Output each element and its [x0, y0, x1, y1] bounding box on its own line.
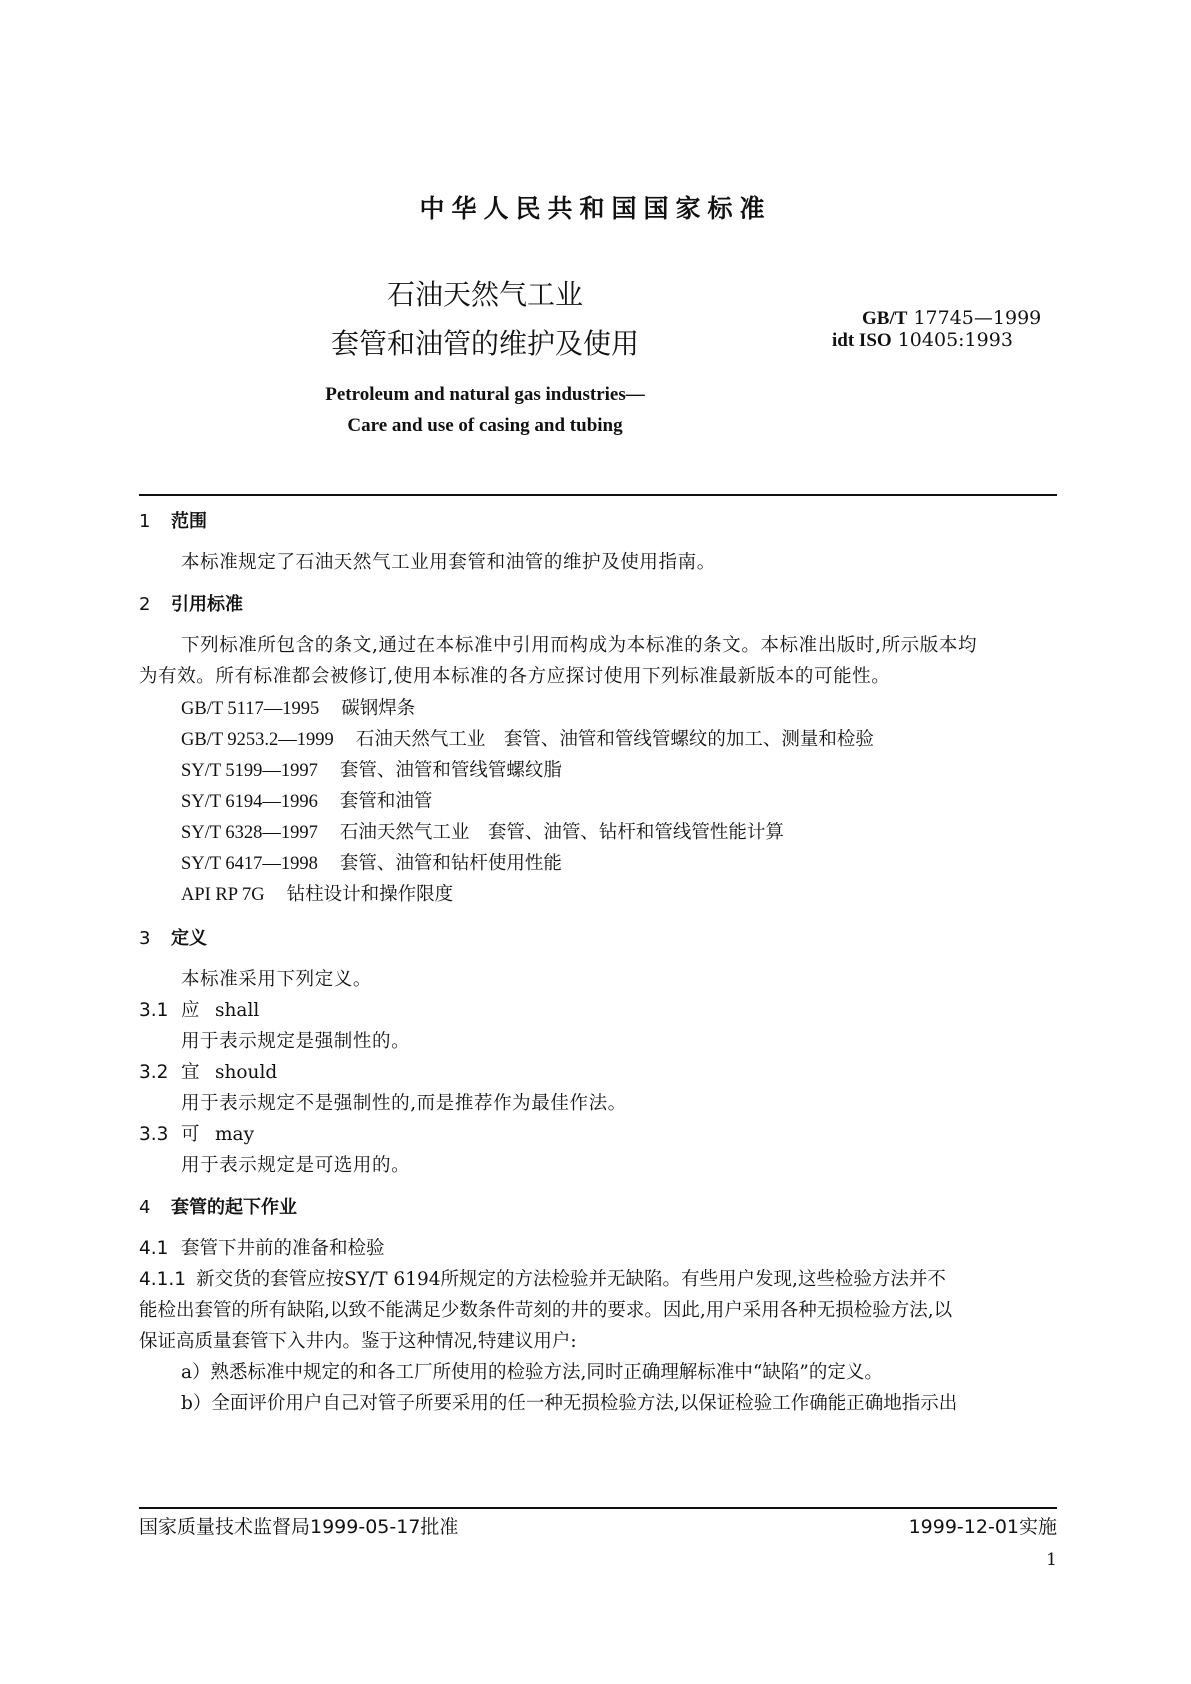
section-2-para-line1: 下列标准所包含的条文,通过在本标准中引用而构成为本标准的条文。本标准出版时,所示版本均 [181, 635, 978, 656]
definition-3-3-desc: 用于表示规定是可选用的。 [181, 1155, 411, 1176]
reference-title: 套管和油管 [339, 791, 433, 812]
idt-code-prefix: idt ISO [832, 330, 892, 351]
definition-number: 3.3 [139, 1124, 169, 1145]
subsection-number: 4.1.1 [139, 1269, 187, 1290]
list-item-a: a）熟悉标准中规定的和各工厂所使用的检验方法,同时正确理解标准中“缺陷”的定义。 [181, 1362, 883, 1383]
section-1-text: 本标准规定了石油天然气工业用套管和油管的维护及使用指南。 [181, 552, 716, 573]
section-number: 4 [139, 1197, 151, 1218]
reference-title: 石油天然气工业 套管、油管、钻杆和管线管性能计算 [339, 822, 784, 843]
reference-item [181, 725, 874, 751]
title-en-line1: Petroleum and natural gas industries— [325, 384, 645, 405]
reference-item [181, 756, 562, 782]
definition-number: 3.1 [139, 1000, 169, 1021]
page-number: 1 [1046, 1550, 1057, 1570]
header-divider [139, 494, 1057, 496]
subsection-4-1-1-line1 [139, 1265, 946, 1291]
section-title: 套管的起下作业 [171, 1197, 297, 1218]
definition-term: 应 [181, 1000, 200, 1021]
section-number: 2 [139, 594, 151, 615]
standard-code-number: 17745—1999 [913, 307, 1042, 329]
section-title: 定义 [171, 928, 207, 949]
reference-code: SY/T 5199—1997 [181, 761, 318, 781]
idt-code-number: 10405:1993 [897, 329, 1013, 351]
reference-title: 钻柱设计和操作限度 [286, 884, 454, 905]
definition-3-2-desc: 用于表示规定不是强制性的,而是推荐作为最佳作法。 [181, 1093, 627, 1114]
reference-item [181, 849, 562, 875]
title-en-line2: Care and use of casing and tubing [347, 415, 623, 436]
definition-en: should [215, 1062, 278, 1083]
reference-code: GB/T 5117—1995 [181, 699, 320, 719]
definition-term: 可 [181, 1124, 200, 1145]
reference-code: API RP 7G [181, 885, 265, 905]
reference-title: 套管、油管和管线管螺纹脂 [339, 760, 562, 781]
section-2-para-line2: 为有效。所有标准都会被修订,使用本标准的各方应探讨使用下列标准最新版本的可能性。 [139, 666, 891, 687]
reference-title: 套管、油管和钻杆使用性能 [339, 853, 562, 874]
standard-code-prefix: GB/T [862, 308, 908, 329]
subsection-title: 套管下井前的准备和检验 [181, 1238, 385, 1259]
national-standard-heading: 中华人民共和国国家标准 [419, 194, 772, 223]
reference-code: SY/T 6417—1998 [181, 854, 318, 874]
reference-item [181, 880, 453, 906]
section-1-heading [139, 507, 207, 533]
section-3-heading [139, 924, 207, 950]
reference-item [181, 694, 415, 720]
definition-en: shall [215, 1000, 260, 1021]
reference-code: SY/T 6328—1997 [181, 823, 318, 843]
section-4-heading [139, 1193, 297, 1219]
title-cn-line1: 石油天然气工业 [386, 278, 583, 311]
reference-code: SY/T 6194—1996 [181, 792, 318, 812]
footer-divider [139, 1507, 1057, 1509]
subsection-4-1 [139, 1234, 385, 1260]
subsection-4-1-1-line3: 保证高质量套管下入井内。鉴于这种情况,特建议用户: [139, 1331, 577, 1352]
section-number: 1 [139, 511, 151, 532]
section-title: 引用标准 [171, 594, 243, 615]
approval-note: 国家质量技术监督局1999-05-17批准 [139, 1516, 459, 1538]
section-3-intro: 本标准采用下列定义。 [181, 969, 373, 990]
section-number: 3 [139, 928, 151, 949]
reference-item [181, 787, 432, 813]
definition-term: 宜 [181, 1062, 200, 1083]
definition-3-2 [139, 1058, 277, 1084]
definition-3-3 [139, 1120, 254, 1146]
reference-item [181, 818, 784, 844]
section-title: 范围 [171, 511, 207, 532]
reference-title: 石油天然气工业 套管、油管和管线管螺纹的加工、测量和检验 [355, 729, 874, 750]
reference-title: 碳钢焊条 [341, 698, 416, 719]
idt-code [832, 329, 1013, 352]
list-item-b: b）全面评价用户自己对管子所要采用的任一种无损检验方法,以保证检验工作确能正确地指示出 [181, 1393, 958, 1414]
subsection-4-1-1-line2: 能检出套管的所有缺陷,以致不能满足少数条件苛刻的井的要求。因此,用户采用各种无损检验方法,以 [139, 1300, 953, 1321]
definition-number: 3.2 [139, 1062, 169, 1083]
paragraph-text: 新交货的套管应按SY/T 6194所规定的方法检验并无缺陷。有些用户发现,这些检验方法并不 [196, 1269, 946, 1290]
definition-3-1-desc: 用于表示规定是强制性的。 [181, 1031, 411, 1052]
implementation-date: 1999-12-01实施 [908, 1516, 1057, 1538]
section-2-heading [139, 590, 243, 616]
standard-code [862, 307, 1041, 330]
reference-code: GB/T 9253.2—1999 [181, 730, 334, 750]
definition-en: may [215, 1124, 255, 1145]
definition-3-1 [139, 996, 259, 1022]
subsection-number: 4.1 [139, 1238, 169, 1259]
title-cn-line2: 套管和油管的维护及使用 [330, 327, 639, 360]
